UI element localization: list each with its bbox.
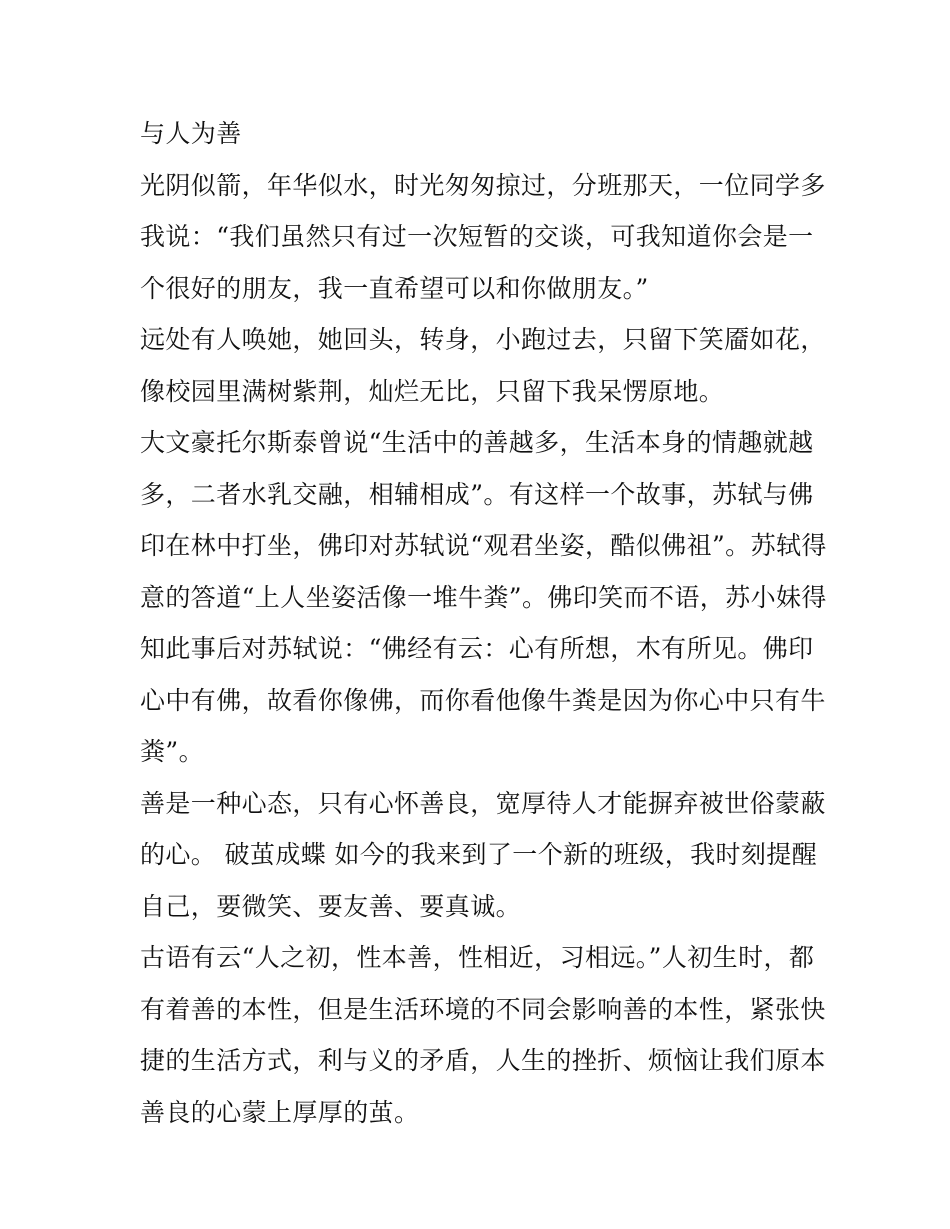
text-line: 多，二者水乳交融，相辅相成”。有这样一个故事，苏轼与佛 <box>140 479 814 509</box>
text-line: 古语有云“人之初，性本善，性相近，习相远。”人初生时，都 <box>140 943 815 972</box>
text-line: 粪”。 <box>140 737 204 766</box>
text-line: 印在林中打坐，佛印对苏轼说“观君坐姿，酷似佛祖”。苏轼得 <box>140 531 827 560</box>
text-line: 善是一种心态，只有心怀善良，宽厚待人才能摒弃被世俗蒙蔽 <box>140 788 826 818</box>
text-line: 自己，要微笑、要友善、要真诚。 <box>140 891 522 921</box>
text-line: 我说：“我们虽然只有过一次短暂的交谈，可我知道你会是一 <box>140 222 814 251</box>
text-line: 大文豪托尔斯泰曾说“生活中的善越多，生活本身的情趣就越 <box>140 428 814 457</box>
text-line: 远处有人唤她，她回头，转身，小跑过去，只留下笑靥如花， <box>140 325 826 354</box>
text-line: 知此事后对苏轼说：“佛经有云：心有所想，木有所见。佛印 <box>140 634 814 663</box>
document-body <box>140 108 827 1138</box>
text-line: 善良的心蒙上厚厚的茧。 <box>140 1097 420 1127</box>
text-line: 的心。 破茧成蝶 如今的我来到了一个新的班级，我时刻提醒 <box>140 840 818 869</box>
text-line: 心中有佛，故看你像佛，而你看他像牛粪是因为你心中只有牛 <box>140 685 826 715</box>
text-line: 像校园里满树紫荆，灿烂无比，只留下我呆愣原地。 <box>140 376 725 406</box>
text-line: 意的答道“上人坐姿活像一堆牛粪”。佛印笑而不语，苏小妹得 <box>140 582 827 612</box>
document-title: 与人为善 <box>140 119 242 148</box>
text-line: 光阴似箭，年华似水，时光匆匆掠过，分班那天，一位同学多 <box>140 170 826 200</box>
text-line: 个很好的朋友，我一直希望可以和你做朋友。” <box>140 273 649 303</box>
text-line: 捷的生活方式，利与义的矛盾，人生的挫折、烦恼让我们原本 <box>140 1046 826 1075</box>
text-line: 有着善的本性，但是生活环境的不同会影响善的本性，紧张快 <box>140 994 826 1024</box>
